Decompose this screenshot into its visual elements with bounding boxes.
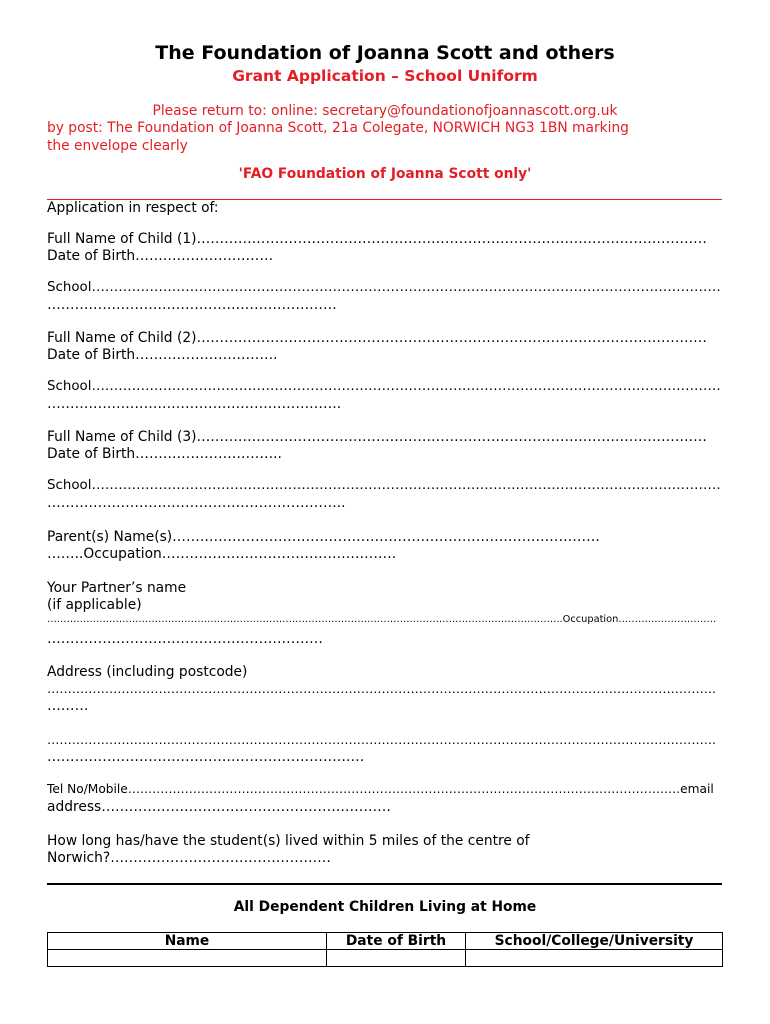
address-field-1[interactable]: ……………………………………………………………………………………………………………………………………………… (47, 681, 717, 696)
table-row (48, 950, 723, 967)
address-field-2[interactable]: ……………………………………………………………………………………………………………………………………………… (47, 732, 717, 747)
table-cell-dob[interactable] (327, 950, 466, 967)
child1-name-field[interactable]: Full Name of Child (1)………………………………………………………………………………………………… (47, 231, 707, 247)
foundation-title: The Foundation of Joanna Scott and others (155, 42, 615, 64)
child3-dob-field[interactable]: Date of Birth………………………….. (47, 446, 282, 462)
table-cell-name[interactable] (48, 950, 327, 967)
child1-school-field[interactable]: School…………………………………………………………………………………………………………………………… (47, 280, 721, 295)
partner-field-cont[interactable]: …………………………………………………… (47, 631, 323, 647)
dependents-header-row (48, 933, 723, 950)
residence-field[interactable]: Norwich?………………………………………… (47, 850, 331, 866)
child2-school-field[interactable]: School…………………………………………………………………………………………………………………………… (47, 379, 721, 394)
column-header-school: School/College/University (466, 933, 723, 950)
residence-question: How long has/have the student(s) lived within 5 miles of the centre of (47, 833, 530, 849)
column-header-dob: Date of Birth (327, 933, 466, 950)
black-divider (47, 883, 722, 885)
child1-dob-field[interactable]: Date of Birth………………………… (47, 248, 274, 264)
partner-note: (if applicable) (47, 597, 142, 613)
dependents-heading: All Dependent Children Living at Home (233, 899, 537, 915)
fao-notice: 'FAO Foundation of Joanna Scott only' (238, 166, 532, 182)
address-field-1-cont[interactable]: ……… (47, 698, 89, 714)
address-label: Address (including postcode) (47, 664, 248, 680)
child2-school-field-cont[interactable]: ………………………………………………………. (47, 396, 342, 412)
partner-field[interactable]: …………………………………………………………………………………………………………………………………………..Occupation………………………… (47, 614, 717, 625)
email-field[interactable]: address……………………………………………………… (47, 799, 391, 815)
child3-school-field[interactable]: School…………………………………………………………………………………………………………………………… (47, 478, 721, 493)
dependents-table (47, 932, 723, 967)
return-post-line-cont: the envelope clearly (47, 138, 188, 154)
child3-school-field-cont[interactable]: ……………………………………………………….. (47, 495, 346, 511)
table-cell-school[interactable] (466, 950, 723, 967)
address-field-2-cont[interactable]: …………………………………………………………… (47, 749, 365, 765)
child3-name-field[interactable]: Full Name of Child (3)………………………………………………………………………………………………… (47, 429, 707, 445)
column-header-name: Name (48, 933, 327, 950)
parent-occupation-field[interactable]: ……..Occupation…………………………………………… (47, 546, 397, 562)
return-online-line: Please return to: online: secretary@foundationofjoannascott.org.uk (152, 103, 618, 119)
child2-name-field[interactable]: Full Name of Child (2)………………………………………………………………………………………………… (47, 330, 707, 346)
intro-label: Application in respect of: (47, 200, 219, 216)
child1-school-field-cont[interactable]: ……………………………………………………… (47, 297, 337, 313)
partner-label: Your Partner’s name (47, 580, 187, 596)
tel-field[interactable]: Tel No/Mobile……………………………………………………………………………………………………………………….email (47, 782, 714, 796)
child2-dob-field[interactable]: Date of Birth…………………………. (47, 347, 278, 363)
return-post-line: by post: The Foundation of Joanna Scott, 21a Colegate, NORWICH NG3 1BN marking (47, 120, 629, 136)
form-subtitle: Grant Application – School Uniform (232, 67, 538, 85)
parent-name-field[interactable]: Parent(s) Name(s)………………………………………………………………………………… (47, 529, 600, 545)
